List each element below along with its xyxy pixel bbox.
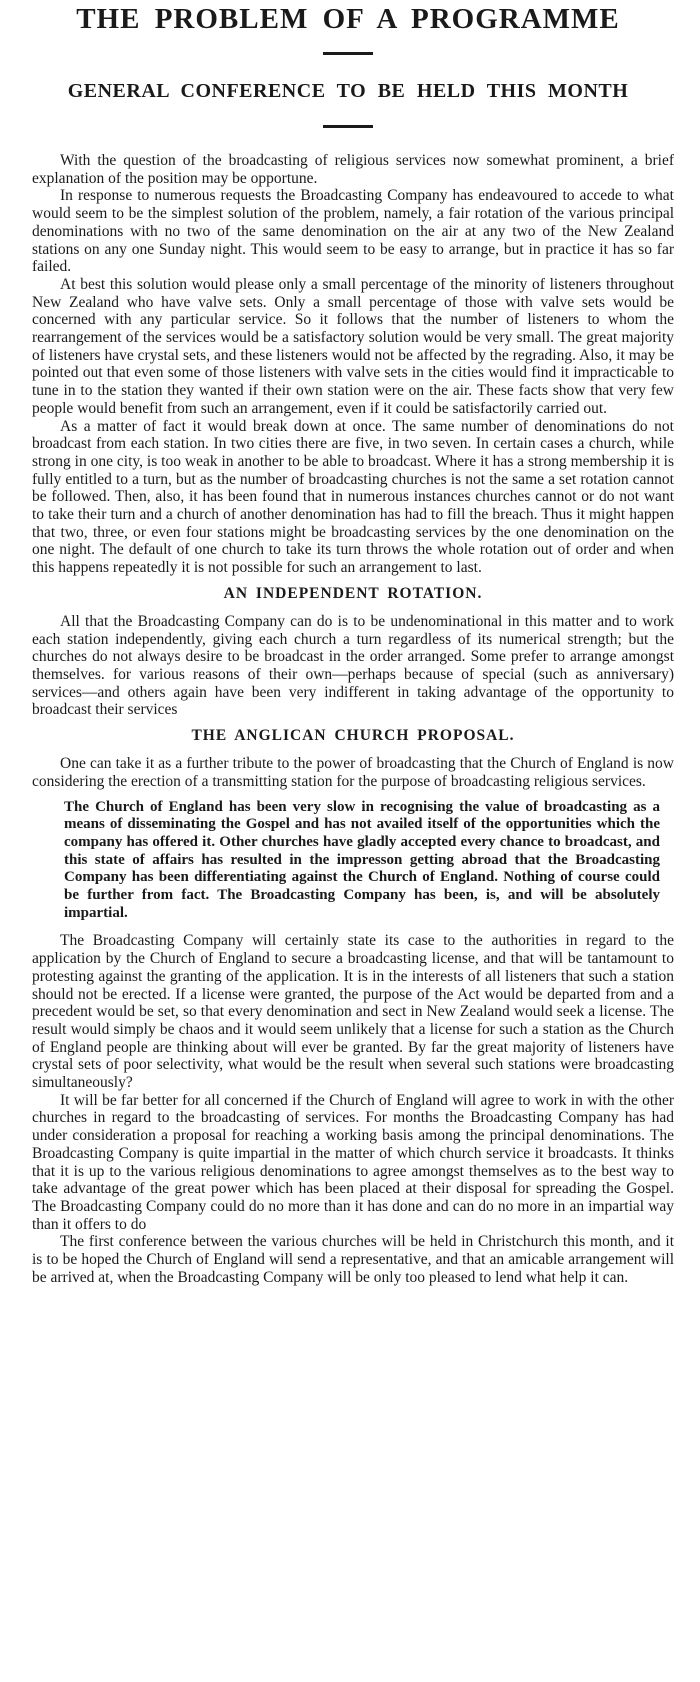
- intro-paragraph-4: As a matter of fact it would break down at once. The same number of denominations do not broadcast from each station. In two cities there are five, in two seven. In certain cases a church, while strong in one city, is too weak in another to be able to broadcast. Where it has a strong membership it is fully entitled to a turn, but as the number of broadcasting churches is not the same a set rotation cannot be followed. Then, also, it has been found that in numerous instances churches cannot or do not want to take their turn and a church of another denomination has had to fill the breach. Thus it might happen that two, three, or even four stations might be broadcasting services by the one denomination on the one night. The default of one church to take its turn throws the whole rotation out of order and when this happens repeatedly it is not possible for such an arrangement to last.: [32, 417, 674, 577]
- section-heading-anglican-proposal: THE ANGLICAN CHURCH PROPOSAL.: [191, 727, 515, 745]
- intro-paragraph-2: In response to numerous requests the Broadcasting Company has endeavoured to accede to what would seem to be the simplest solution of the problem, namely, a fair rotation of the various principal denominations with no two of the same denomination on the air at any two of the New Zealand stations on any one Sunday night. This would seem to be easy to arrange, but in practice it has so far failed.: [32, 187, 674, 276]
- intro-paragraph-1: With the question of the broadcasting of religious services now somewhat prominent, a brief explanation of the position may be opportune.: [32, 152, 674, 187]
- headline-rule: [323, 52, 373, 55]
- anglican-lead-paragraph: One can take it as a further tribute to the power of broadcasting that the Church of England is now considering the erection of a transmitting station for the purpose of broadcasting religious services.: [32, 755, 674, 790]
- bold-statement: The Church of England has been very slow in recognising the value of broadcasting as a means of disseminating the Gospel and has not availed itself of the opportunities which the company has offered it. Other churches have gladly accepted every chance to broadcast, and this state of affairs has resulted in the impresson getting abroad that the Broadcasting Company has been differentiating against the Church of England. Nothing of course could be further from fact. The Broadcasting Company has been, is, and will be absolutely impartial.: [64, 798, 660, 921]
- article-subheadline: GENERAL CONFERENCE TO BE HELD THIS MONTH: [67, 80, 629, 102]
- independent-rotation-paragraph: All that the Broadcasting Company can do is to be undenominational in this matter and to work each station independently, giving each church a turn regardless of its numerical strength; but the churches do not always desire to be broadcast in the order arranged. Some prefer to arrange amongst themselves. for various reasons of their own—perhaps because of special (such as anniversary) services—and others again have been very indifferent in taking advantage of the opportunity to broadcast their services: [32, 612, 674, 719]
- anglican-paragraph-3: The first conference between the various churches will be held in Christchurch this month, and it is to be hoped the Church of England will send a representative, and that an amicable arrangement will be arrived at, when the Broadcasting Company will be only too pleased to lend what help it can.: [32, 1233, 674, 1286]
- section-heading-independent-rotation: AN INDEPENDENT ROTATION.: [223, 584, 483, 602]
- article-body: [4, 128, 692, 1286]
- anglican-paragraph-2: It will be far better for all concerned if the Church of England will agree to work in with the other churches in regard to the broadcasting of services. For months the Broadcasting Company has had under consideration a proposal for reaching a working basis among the principal denominations. The Broadcasting Company is quite impartial in the matter of which church service it broadcasts. It thinks that it is up to the various religious denominations to agree amongst themselves as to the best way to take advantage of the great power which has been placed at their disposal for spreading the Gospel. The Broadcasting Company could do no more than it has done and can do no more in an impartial way than it offers to do: [32, 1091, 674, 1233]
- intro-paragraph-3: At best this solution would please only a small percentage of the minority of listeners throughout New Zealand who have valve sets. Only a small percentage of those with valve sets would be concerned with any particular service. So it follows that the number of listeners to whom the rearrangement of the services would be a satisfactory solution would be very small. The great majority of listeners have crystal sets, and these listeners would not be affected by the regrading. Also, it may be pointed out that even some of those listeners with valve sets in the cities would find it impracticable to tune in to the station they wanted if their own station were on the air. These facts show that very few people would benefit from such an arrangement, even if it could be satisfactorily carried out.: [32, 275, 674, 417]
- anglican-paragraph-1: The Broadcasting Company will certainly state its case to the authorities in regard to the application by the Church of England to secure a broadcasting license, and that will be tantamount to protesting against the granting of the application. It is in the interests of all listeners that such a station should not be erected. If a license were granted, the purpose of the Act would be departed from and a precedent would be set, so that every denomination and sect in New Zealand would seek a license. The result would simply be chaos and it would seem unlikely that a license for such a station as the Church of England people are thinking about will ever be granted. By far the great majority of listeners have crystal sets of poor selectivity, what would be the result when several such stations were broadcasting simultaneously?: [32, 932, 674, 1092]
- article-headline: THE PROBLEM OF A PROGRAMME: [76, 3, 620, 35]
